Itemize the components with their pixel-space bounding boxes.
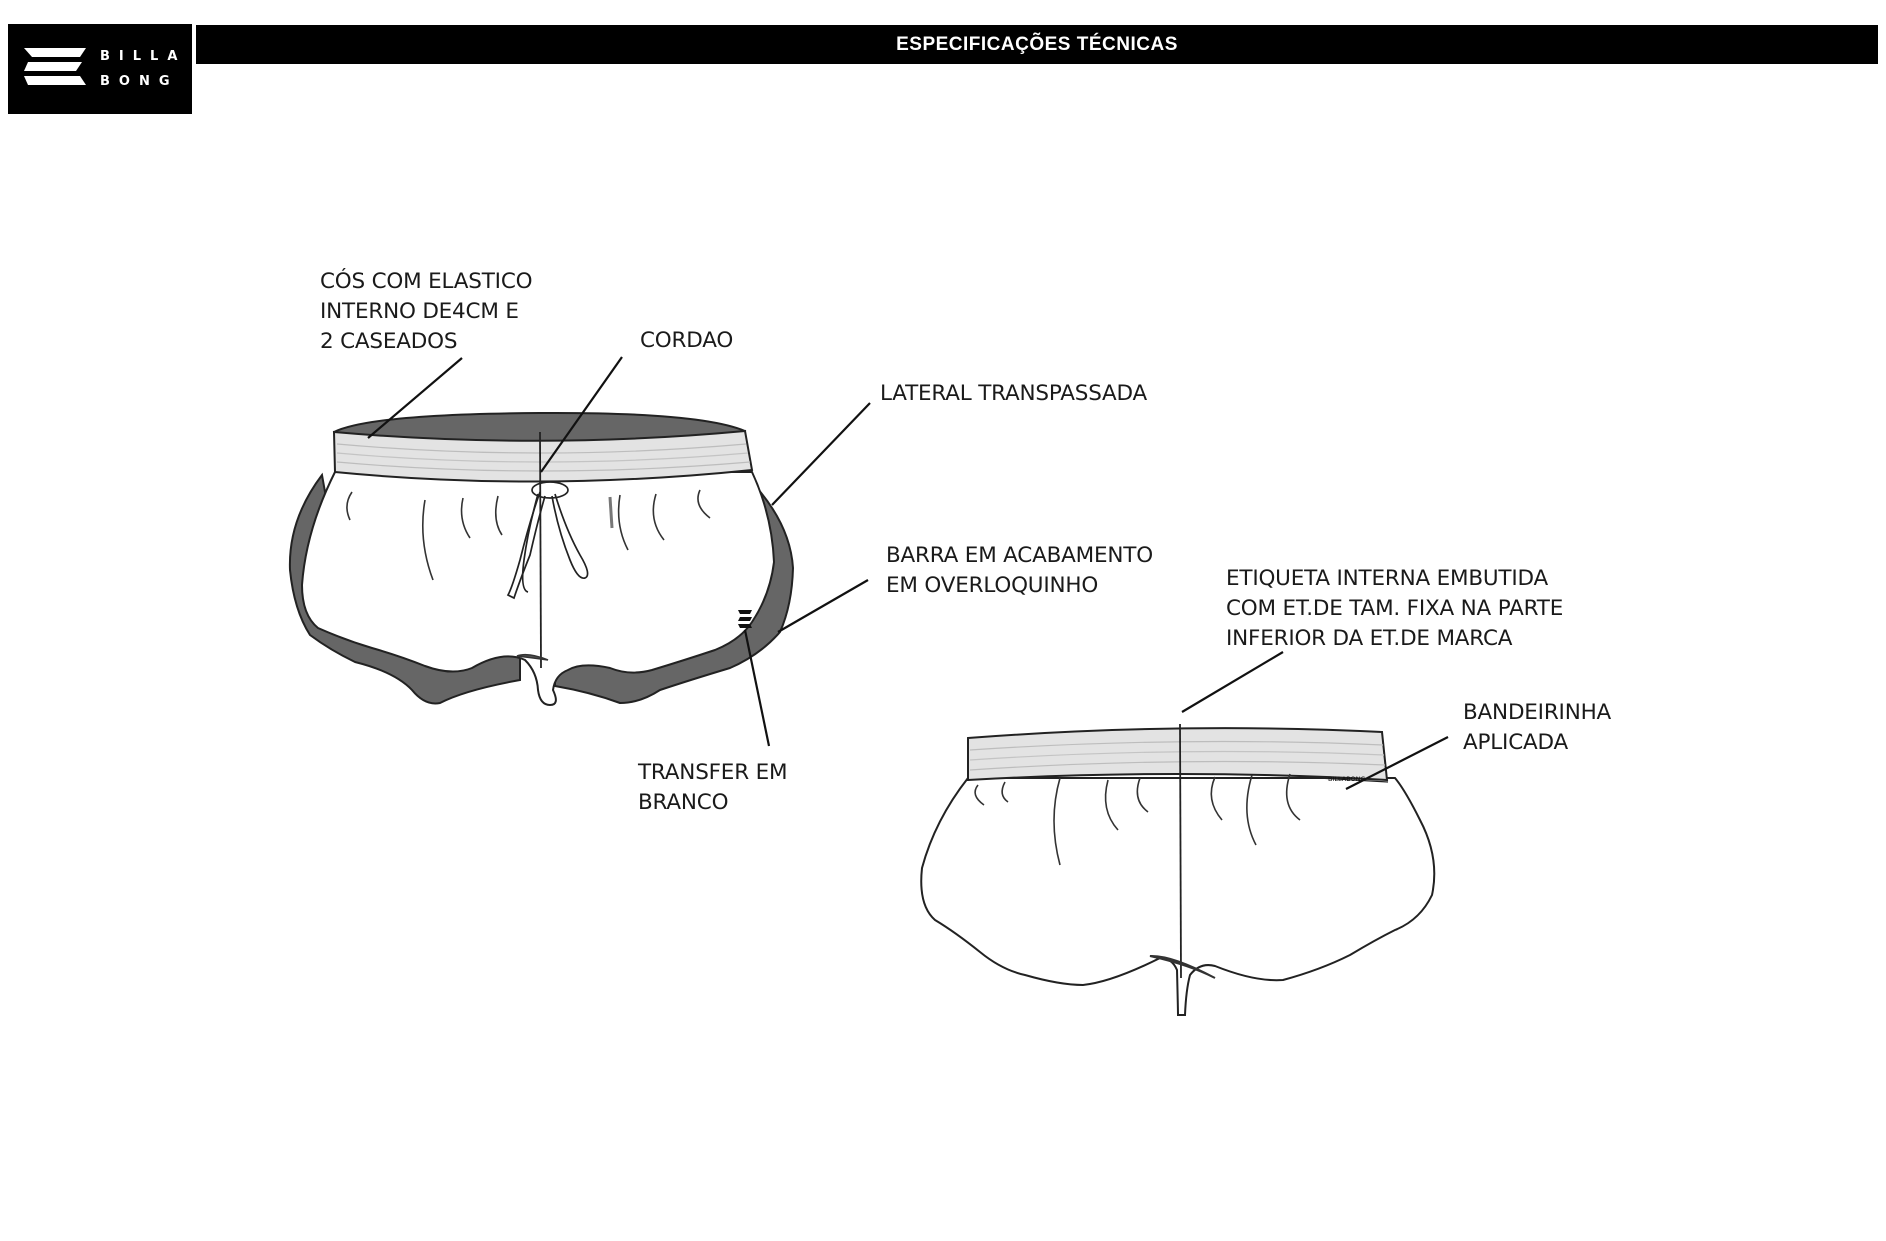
brand-word-line1: BILLA [100,49,187,64]
page-title: ESPECIFICAÇÕES TÉCNICAS [896,33,1178,55]
front-center-seam [540,432,541,668]
callout-transfer: TRANSFER EM BRANCO [638,760,788,815]
callout-side: LATERAL TRANSPASSADA [880,381,1148,406]
callout-flag: BANDEIRINHA APLICADA [1463,700,1612,755]
callout-hem: BARRA EM ACABAMENTO EM OVERLOQUINHO [886,543,1153,598]
back-brand-flag-text: BILLABONG [1328,775,1366,783]
callout-drawcord: CORDAO [640,328,734,353]
callout-label: ETIQUETA INTERNA EMBUTIDA COM ET.DE TAM. FIXA NA PARTE INFERIOR DA ET.DE MARCA [1226,566,1564,651]
front-brand-transfer-icon [738,610,752,628]
back-view-shorts [921,724,1434,1015]
leader-label [1182,652,1283,712]
leader-side [772,403,870,505]
back-body [921,778,1434,1015]
brand-word-line2: BONG [100,74,179,89]
callout-waistband: CÓS COM ELASTICO INTERNO DE4CM E 2 CASEADOS [320,269,533,354]
back-waistband [968,728,1387,780]
back-center-seam [1180,724,1181,978]
front-view-shorts [290,413,793,705]
